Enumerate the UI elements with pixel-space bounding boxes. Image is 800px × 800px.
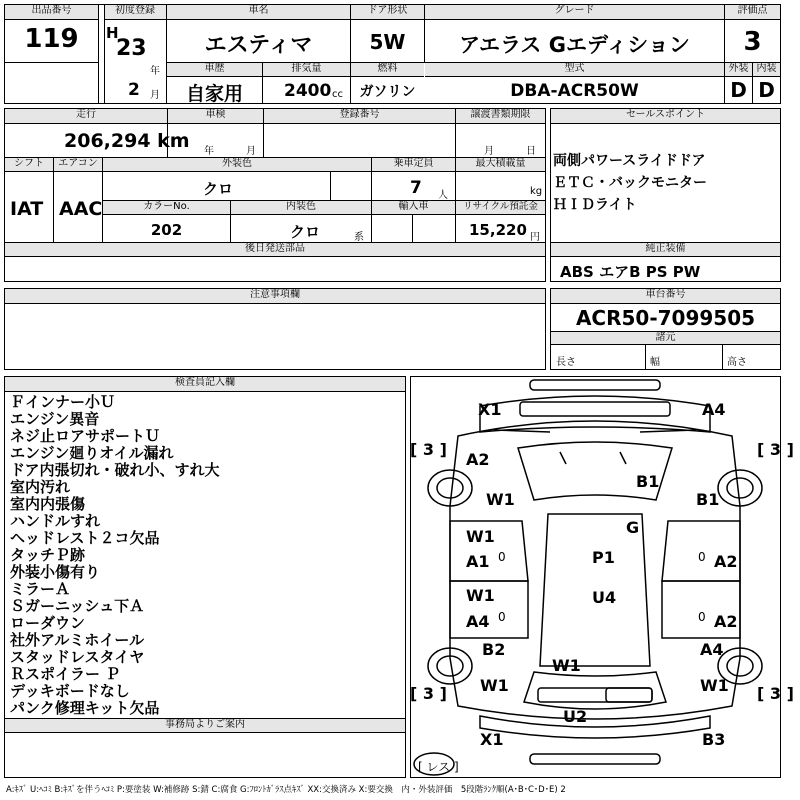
fuel-label: 燃料 <box>351 63 424 77</box>
era: H <box>106 24 119 42</box>
length-label: 長さ <box>556 357 576 368</box>
inspector-note: ハンドルすれ <box>10 512 101 530</box>
sales-point-label: セールスポイント <box>551 109 780 124</box>
mark-p1: P1 <box>592 548 615 567</box>
inspector-note: スタッドレスタイヤ <box>10 648 145 666</box>
rear-window <box>524 672 666 709</box>
history: 自家用 <box>185 83 243 105</box>
mark-b1-top: B1 <box>636 472 660 491</box>
mark-zero-r1: 0 <box>698 550 706 564</box>
displacement: 2400 <box>284 81 332 101</box>
load-unit: kg <box>530 186 543 197</box>
displacement-unit: cc <box>332 89 343 100</box>
height-label: 高さ <box>727 357 747 368</box>
history-label: 車歴 <box>167 63 262 77</box>
inspector-note: エンジン異音 <box>10 410 100 428</box>
inspector-note: ネジ止ロアサポートＵ <box>10 427 161 445</box>
mark-a2-door-r2: A2 <box>714 612 738 631</box>
capacity: 7 <box>410 178 422 198</box>
front-lights <box>494 430 696 432</box>
color-no: 202 <box>150 221 183 239</box>
mark-b3-left: [ 3 ] <box>410 440 447 459</box>
shift: IAT <box>10 198 44 220</box>
inspector-notes <box>10 394 402 717</box>
inspector-note: パンク修理キット欠品 <box>10 699 160 717</box>
mark-b3-bottom: B3 <box>702 730 726 749</box>
rear-bumper <box>538 688 652 702</box>
color-label: 外装色 <box>103 158 371 172</box>
front-grille <box>520 402 670 416</box>
wipers <box>560 452 626 464</box>
inspector-note: Ｒスポイラー Ｐ <box>10 665 121 683</box>
mark-w1-right-low: W1 <box>700 676 729 695</box>
inspector-note: ヘッドレスト２コ欠品 <box>10 529 160 547</box>
int-color: クロ <box>290 223 321 241</box>
mileage: 206,294 km <box>64 130 190 152</box>
legend: A:ｷｽﾞ U:ﾍｺﾐ B:ｷｽﾞを伴うﾍｺﾐ P:要塗装 W:補修跡 S:錆 C:腐食 G:ﾌﾛﾝﾄｶﾞﾗｽ点ｷｽﾞ XX:交換済み X:要交換 内・外装評価 5段階ﾗﾝｸ順(A･B･C･D･E) 2 <box>6 785 566 795</box>
shift-label: シフト <box>5 158 53 172</box>
later-parts-label: 後日発送部品 <box>5 243 545 257</box>
inspector-note: 社外アルミホイール <box>10 631 145 649</box>
capacity-label: 乗車定員 <box>372 158 455 172</box>
mark-a4-top: A4 <box>702 400 726 419</box>
mark-a4-door-l2: A4 <box>466 612 490 631</box>
inspector-note: Ｓガーニッシュ下Ａ <box>10 597 145 615</box>
inspector-note: 外装小傷有り <box>10 563 101 581</box>
mark-x1-top: X1 <box>478 400 502 419</box>
mark-x1-bottom: X1 <box>480 730 504 749</box>
year-unit: 年 <box>150 66 160 77</box>
mark-zero-l1: 0 <box>498 550 506 564</box>
shaken-year-unit: 年 <box>204 146 214 157</box>
mileage-label: 走行 <box>5 109 167 124</box>
transfer-label: 譲渡書類期限 <box>456 109 545 124</box>
inspector-note: ミラーＡ <box>10 580 71 598</box>
mark-a4-right: A4 <box>700 640 724 659</box>
capacity-unit: 人 <box>438 190 448 201</box>
first-reg-year: 23 <box>116 36 147 61</box>
recycle-fee: 15,220 <box>469 221 527 239</box>
transfer-month-unit: 月 <box>484 146 494 157</box>
mark-g: G <box>626 518 640 537</box>
inspector-note: Ｆインナー小Ｕ <box>10 393 116 411</box>
inspector-note: 室内内張傷 <box>10 495 86 513</box>
grade: アエラス Gエディション <box>459 33 690 57</box>
inspector-note: 室内汚れ <box>10 478 71 496</box>
inspector-label: 検査員記入欄 <box>5 377 405 392</box>
grade-label: グレード <box>425 5 724 20</box>
mark-w1-center: W1 <box>552 656 581 675</box>
lot-no: 119 <box>24 24 79 54</box>
transfer-day-unit: 日 <box>526 146 536 157</box>
load-label: 最大積載量 <box>456 158 545 172</box>
mark-b1-right: B1 <box>696 490 720 509</box>
chassis-number: ACR50-7099505 <box>575 306 756 330</box>
mark-b3-left-low: [ 3 ] <box>410 684 447 703</box>
recycle-label: リサイクル預託金 <box>456 201 545 215</box>
color-no-label: カラーNo. <box>103 201 230 215</box>
score: 3 <box>743 27 762 57</box>
score-label: 評価点 <box>725 5 780 20</box>
ac: AAC <box>59 198 103 220</box>
inspector-note: エンジン廻りオイル漏れ <box>10 444 174 462</box>
mark-w1-door-l1: W1 <box>466 527 495 546</box>
inspector-note: タッチＰ跡 <box>10 546 86 564</box>
sales-point-3: ＨＩＤライト <box>553 197 637 213</box>
int-color-label: 内装色 <box>231 201 371 215</box>
mark-w1-left-low: W1 <box>480 676 509 695</box>
mark-w1-door-l2: W1 <box>466 586 495 605</box>
exterior-color: クロ <box>202 180 233 198</box>
mark-b2-left: B2 <box>482 640 506 659</box>
caution-label: 注意事項欄 <box>5 289 545 304</box>
exterior-label: 外装 <box>725 63 752 77</box>
chassis-label: 車台番号 <box>551 289 780 304</box>
first-reg-label: 初度登録 <box>104 5 166 20</box>
ac-label: エアコン <box>54 158 102 172</box>
mark-a2-door-r1: A2 <box>714 552 738 571</box>
shaken-label: 車検 <box>168 109 263 124</box>
mark-a2-left: A2 <box>466 450 490 469</box>
sales-point-2: ＥＴＣ・バックモニター <box>553 175 707 191</box>
fuel: ガソリン <box>359 84 416 100</box>
reg-no-label: 登録番号 <box>264 109 455 124</box>
month-unit: 月 <box>150 90 160 101</box>
mark-less: [ レス ] <box>418 760 459 774</box>
mark-b3-right-low: [ 3 ] <box>757 684 794 703</box>
car-diagram <box>410 376 781 778</box>
equipment-label: 純正装備 <box>551 243 780 257</box>
import-label: 輸入車 <box>372 201 455 215</box>
specs-label: 諸元 <box>551 331 780 345</box>
body-outline <box>450 421 740 719</box>
interior-label: 内装 <box>753 63 780 77</box>
mark-u2: U2 <box>563 707 588 726</box>
mark-a1-door-l1: A1 <box>466 552 490 571</box>
recycle-unit: 円 <box>530 232 540 243</box>
displacement-label: 排気量 <box>263 63 350 77</box>
first-reg-month: 2 <box>128 80 140 100</box>
exterior-score: D <box>730 78 747 102</box>
model: DBA-ACR50W <box>510 81 639 101</box>
shaken-month-unit: 月 <box>246 146 256 157</box>
office-label: 事務局よりご案内 <box>5 719 405 733</box>
equipment: ABS エアB PS PW <box>560 263 701 281</box>
mark-zero-r2: 0 <box>698 610 706 624</box>
front-bumper <box>530 380 660 390</box>
tail-lights <box>606 688 652 702</box>
inspector-note: デッキボードなし <box>10 682 130 700</box>
sales-point-1: 両側パワースライドドア <box>553 153 706 169</box>
car-name-label: 車名 <box>167 5 350 20</box>
door-label: ドア形状 <box>351 5 424 20</box>
lot-no-label: 出品番号 <box>5 5 98 20</box>
interior-score: D <box>758 78 775 102</box>
int-color-unit: 系 <box>354 232 364 243</box>
inspector-note: ドア内張切れ・破れ小、すれ大 <box>10 461 220 479</box>
width-label: 幅 <box>650 357 660 368</box>
windshield <box>518 442 672 500</box>
mark-w1-left-up: W1 <box>486 490 515 509</box>
car-name: エスティマ <box>204 33 313 58</box>
mark-zero-l2: 0 <box>498 610 506 624</box>
inspector-note: ローダウン <box>10 614 86 632</box>
door-type: 5W <box>369 30 406 54</box>
rear-bumper-bottom <box>530 754 660 764</box>
mark-u4: U4 <box>592 588 617 607</box>
mark-b3-right: [ 3 ] <box>757 440 794 459</box>
model-label: 型式 <box>425 63 724 77</box>
